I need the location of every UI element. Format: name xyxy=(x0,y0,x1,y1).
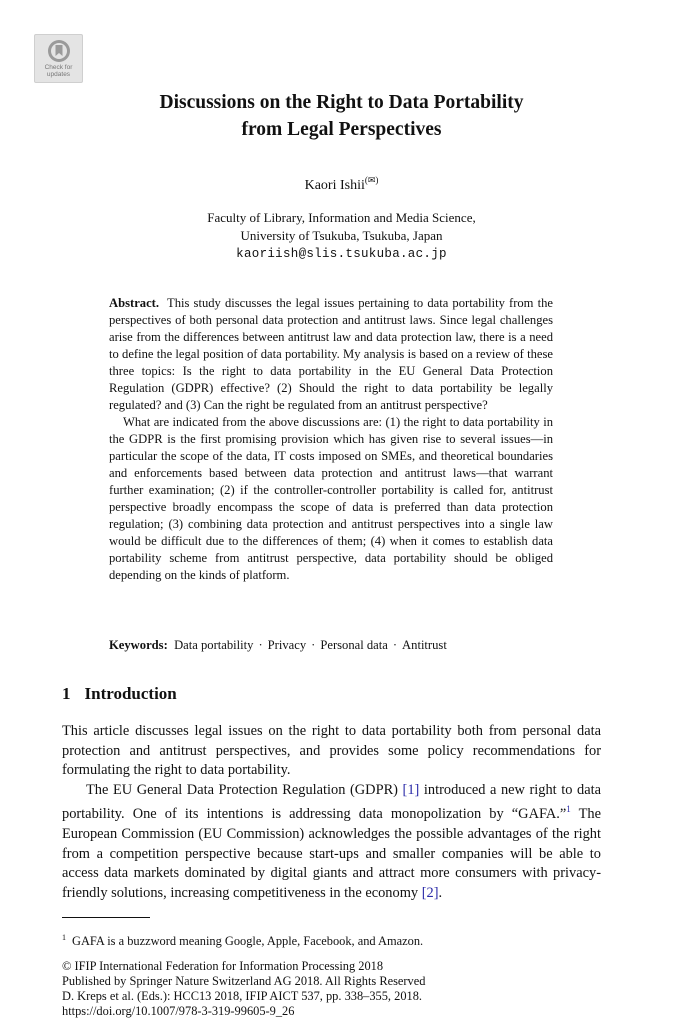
abstract xyxy=(109,295,553,584)
citation-link[interactable]: [2] xyxy=(421,884,439,901)
abstract-paragraph-2: What are indicated from the above discussions are: (1) the right to data portability in the GDPR is the first promising provision which has given rise to several issues—in particular the scope of the data, IT costs imposed on SMEs, and theoretical boundaries and enforcements based between data protection and antitrust laws—that warrant further examination; (2) if the controller-controller portability is called for, antitrust perspective broadly encompass the scope of data is preferred than data protection regulation; (3) combining data protection and antitrust perspectives into a single law would be difficult due to the differences of them; (4) when it comes to establish data portability scheme from antitrust perspective, data portability should be obliged depending on the kinds of platform. xyxy=(109,415,553,582)
keyword-item: Data portability xyxy=(174,638,254,652)
abstract-paragraph-1: This study discusses the legal issues pertaining to data portability from the perspectives of both personal data protection and antitrust laws. Since legal challenges arise from the differences between antitrust law and data protection law, there is a need to define the legal position of data portability. My analysis is based on a review of these three topics: Is the right to data portability in the EU General Data Protection Regulation (GDPR) effective? (2) Should the right to data portability be legally regulated? and (3) Can the right be regulated from an antitrust perspective? xyxy=(109,296,553,412)
footnote-mark: 1 xyxy=(62,933,66,942)
author-name: Kaori Ishii xyxy=(304,178,365,193)
affiliation xyxy=(0,209,683,263)
paper-title xyxy=(0,89,683,143)
publisher-line: Published by Springer Nature Switzerland AG 2018. All Rights Reserved xyxy=(62,974,426,988)
copyright-line: © IFIP International Federation for Information Processing 2018 xyxy=(62,959,384,973)
body-text-span: . xyxy=(438,884,443,901)
title-line-2: from Legal Perspectives xyxy=(241,119,442,140)
footnote xyxy=(62,930,622,949)
check-for-updates-badge[interactable] xyxy=(34,34,83,83)
keyword-item: Personal data xyxy=(320,638,388,652)
citation-link[interactable]: [1] xyxy=(402,781,420,798)
body-text xyxy=(62,722,601,903)
body-text-span: introduced a new right to data portability. One of its intentions is addressing data monopolization by “GAFA.” xyxy=(62,781,601,823)
body-paragraph-1: This article discusses legal issues on the right to data portability both from personal data protection and antitrust perspectives, and provides some policy recommendations for formulating the right to data portability. xyxy=(62,723,601,779)
section-heading xyxy=(62,684,177,704)
footnote-divider xyxy=(62,917,150,918)
section-number: 1 xyxy=(62,684,71,703)
badge-label-line2: updates xyxy=(46,71,71,78)
publication-info xyxy=(62,959,622,1019)
keyword-separator: · xyxy=(258,638,263,652)
keyword-item: Privacy xyxy=(267,638,307,652)
bookmark-ribbon-icon xyxy=(47,39,71,63)
footnote-text: GAFA is a buzzword meaning Google, Apple, Facebook, and Amazon. xyxy=(72,934,424,948)
keyword-item: Antitrust xyxy=(402,638,447,652)
keyword-separator: · xyxy=(392,638,398,652)
badge-label-line1: Check for xyxy=(44,64,73,71)
abstract-label: Abstract. xyxy=(109,296,160,310)
badge-label xyxy=(45,64,73,78)
keywords xyxy=(109,637,553,654)
section-title: Introduction xyxy=(84,684,177,703)
corresponding-author-icon[interactable]: (✉) xyxy=(364,175,379,185)
body-paragraph-2 xyxy=(62,781,601,904)
body-text-span: The EU General Data Protection Regulation (GDPR) xyxy=(86,781,403,798)
title-line-1: Discussions on the Right to Data Portability xyxy=(159,92,524,113)
affiliation-line-1: Faculty of Library, Information and Media Science, xyxy=(207,210,476,225)
doi-link[interactable]: https://doi.org/10.1007/978-3-319-99605-9_26 xyxy=(62,1004,295,1018)
affiliation-line-2: University of Tsukuba, Tsukuba, Japan xyxy=(240,228,443,243)
keywords-label: Keywords: xyxy=(109,638,168,652)
citation-line: D. Kreps et al. (Eds.): HCC13 2018, IFIP AICT 537, pp. 338–355, 2018. xyxy=(62,989,423,1003)
author-email[interactable]: kaoriish@slis.tsukuba.ac.jp xyxy=(236,247,447,261)
keyword-separator: · xyxy=(311,638,316,652)
body-text-span: The European Commission (EU Commission) acknowledges the possible advantages of the right from a competition perspective because start-ups and smaller companies will be able to access data markets dominated by digital giants and attract more consumers with privacy-friendly solutions, increasing competitiveness in the economy xyxy=(62,806,601,901)
footnote-link[interactable]: 1 xyxy=(566,804,571,815)
author xyxy=(0,175,683,194)
